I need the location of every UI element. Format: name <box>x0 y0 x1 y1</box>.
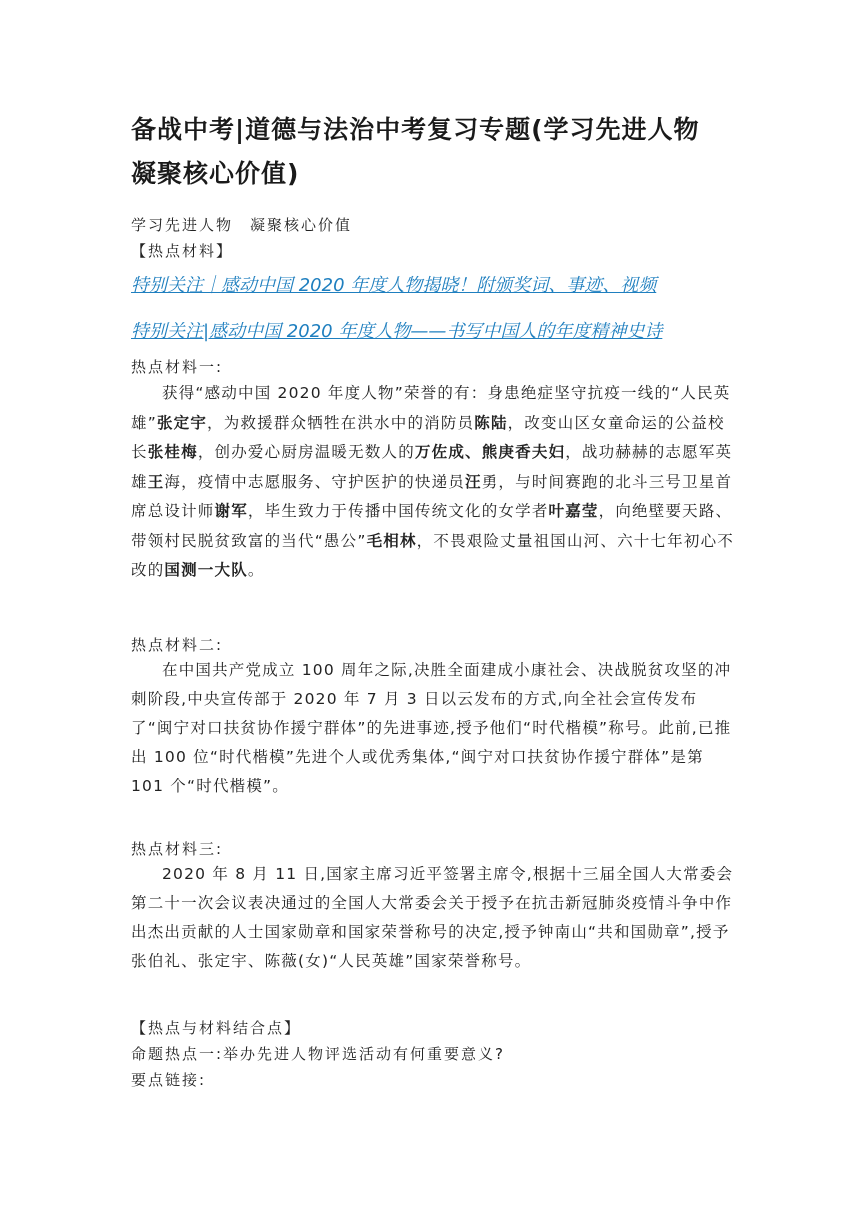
page-title: 备战中考|道德与法治中考复习专题(学习先进人物 凝聚核心价值) <box>131 115 726 188</box>
material1-text-segment: 勇，与时间赛跑的北斗三号卫星首席总设计师 <box>131 472 733 520</box>
question-one: 命题热点一:举办先进人物评选活动有何重要意义? <box>131 1045 506 1063</box>
material1-paragraph <box>131 379 736 586</box>
honoree-name: 叶嘉莹 <box>548 502 599 520</box>
honoree-name: 张桂梅 <box>147 443 198 461</box>
material1-text-segment: 获得“感动中国 2020 年度人物”荣誉的有：身患绝症坚守抗疫一线的“人民英雄” <box>131 384 731 432</box>
honoree-name: 汪 <box>465 472 482 491</box>
material1-text-segment: ，为救援群众牺牲在洪水中的消防员 <box>207 413 475 432</box>
subtitle: 学习先进人物 凝聚核心价值 <box>131 216 353 234</box>
honoree-name: 王 <box>147 472 165 491</box>
material3-paragraph <box>131 860 736 976</box>
honoree-name: 张定宇 <box>156 413 208 432</box>
key-points-label: 要点链接: <box>131 1071 207 1089</box>
honoree-name: 国测一大队 <box>164 561 248 579</box>
material1-text-segment: ，向绝壁要天路、带领村民脱贫致富的当代“愚公” <box>131 502 733 550</box>
material1-text-segment: ，改变山区女童命运的公益校长 <box>131 413 725 461</box>
link-annual-spirit[interactable]: 特别关注|感动中国 2020 年度人物——书写中国人的年度精神史诗 <box>131 321 663 342</box>
material3-heading: 热点材料三: <box>131 840 224 858</box>
material1-heading: 热点材料一: <box>131 358 224 376</box>
material2-paragraph <box>131 656 736 801</box>
honoree-name: 毛相林 <box>366 531 417 550</box>
material1-text-segment: ，创办爱心厨房温暖无数人的 <box>197 443 415 461</box>
material1-text-segment: ，不畏艰险丈量祖国山河、六十七年初心不改的 <box>131 531 734 579</box>
material2-text: 在中国共产党成立 100 周年之际,决胜全面建成小康社会、决战脱贫攻坚的冲刺阶段,中央宣传部于 2020 年 7 月 3 日以云发布的方式,向全社会宣传发布了“闽宁对口扶贫协作援宁群体”的先进事迹,授予他们“时代楷模”称号。此前,已推出 100 位“时代楷模”先进个人或优秀集体,“闽宁对口扶贫协作援宁群体”是第 101 个“时代楷模”。 <box>131 661 732 795</box>
link-award-announcement[interactable]: 特别关注｜感动中国 2020 年度人物揭晓！附颁奖词、事迹、视频 <box>131 275 657 296</box>
material1-text-segment: ，战功赫赫的志愿军英雄 <box>131 443 733 491</box>
hot-material-label: 【热点材料】 <box>131 242 234 260</box>
material1-text-segment: 海，疫情中志愿服务、守护医护的快递员 <box>164 472 466 491</box>
material3-text: 2020 年 8 月 11 日,国家主席习近平签署主席令,根据十三届全国人大常委会第二十一次会议表决通过的全国人大常委会关于授予在抗击新冠肺炎疫情斗争中作出杰出贡献的人士国家勋章和国家荣誉称号的决定,授予钟南山“共和国勋章”,授予张伯礼、张定宇、陈薇(女)“人民英雄”国家荣誉称号。 <box>131 865 734 970</box>
honoree-name: 陈陆 <box>474 413 508 432</box>
combination-label: 【热点与材料结合点】 <box>131 1019 302 1037</box>
material2-heading: 热点材料二: <box>131 636 224 654</box>
honoree-name: 谢军 <box>214 502 248 520</box>
material1-text-segment: 。 <box>247 561 265 579</box>
material1-text-segment: ，毕生致力于传播中国传统文化的女学者 <box>247 502 549 520</box>
honoree-name: 万佐成、熊庚香夫妇 <box>414 443 566 461</box>
